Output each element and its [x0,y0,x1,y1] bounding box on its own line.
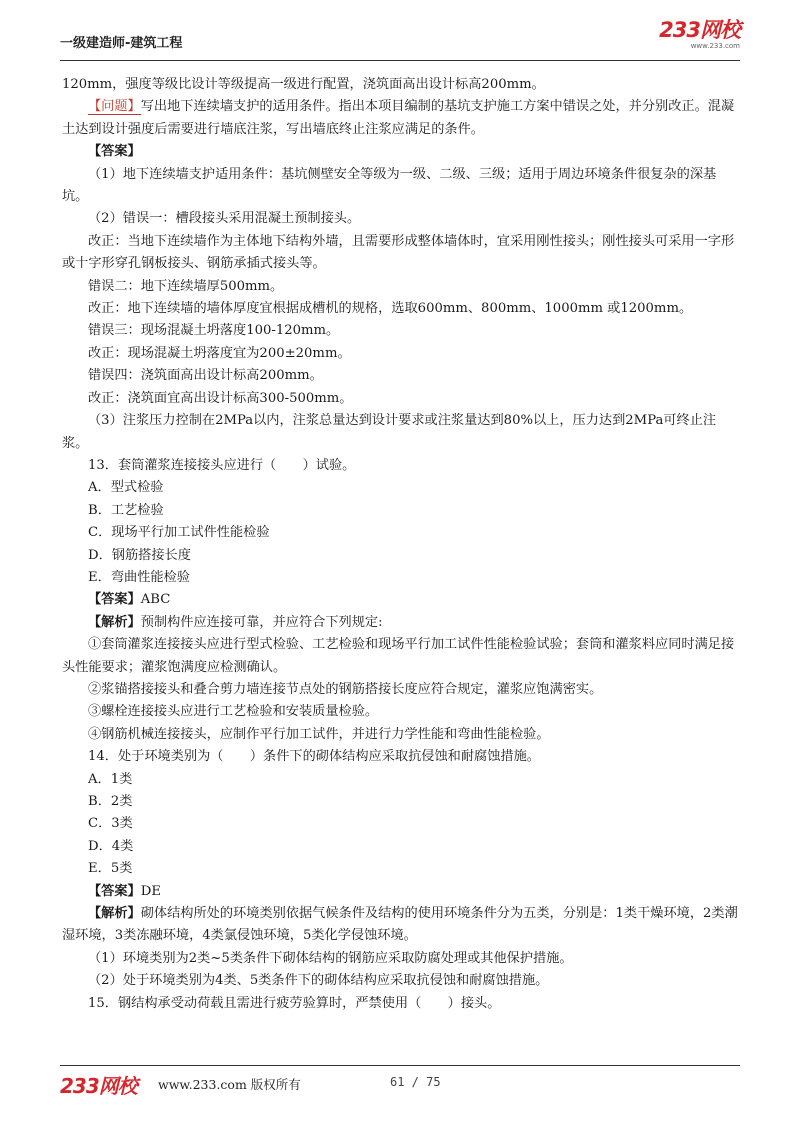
option-item: E．5类 [88,861,133,877]
page-footer [60,1070,740,1098]
option-item: D．4类 [88,838,134,854]
answer-row [62,589,742,611]
answer-line: 改正：现场混凝土坍落度宜为200±20mm。 [88,345,351,361]
document-body [62,74,742,1015]
page-header [60,18,740,58]
explanation-line: ④钢筋机械连接接头，应制作平行加工试件，并进行力学性能和弯曲性能检验。 [88,726,550,742]
explanation-line: ②浆锚搭接接头和叠合剪力墙连接节点处的钢筋搭接长度应符合规定，灌浆应饱满密实。 [88,681,603,697]
answer-line: （1）地下连续墙支护适用条件：基坑侧壁安全等级为一级、二级、三级；适用于周边环境条件很复杂的深基坑。 [62,166,717,205]
explanation-row [62,612,742,634]
option-item: C．现场平行加工试件性能检验 [88,525,270,541]
explanation-line: （2）处于环境类别为4类、5类条件下的砌体结构应采取抗侵蚀和耐腐蚀措施。 [88,973,549,989]
answer-value: ABC [140,592,171,608]
header-divider [60,60,740,61]
page-number: 61 / 75 [390,1075,441,1089]
explanation-text: 砌体结构所处的环境类别依据气候条件及结构的使用环境条件分为五类，分别是：1类干燥环境，2类潮湿环境，3类冻融环境，4类氯侵蚀环境，5类化学侵蚀环境。 [62,906,738,944]
answer-tag: 【答案】 [88,883,141,899]
option-item: B．2类 [88,794,133,809]
option-item: C．3类 [88,816,133,832]
explanation-line: ①套筒灌浆连接接头应进行型式检验、工艺检验和现场平行加工试件性能检验试验；套筒和灌浆料应同时满足接头性能要求；灌浆饱满度应检测确认。 [62,637,735,675]
answer-line: 错误四：浇筑面高出设计标高200mm。 [88,368,323,384]
option-item: B．工艺检验 [88,502,164,518]
answer-tag: 【答案】 [88,592,141,608]
footer-copyright: www.233.com 版权所有 [158,1077,301,1092]
answer-line: 错误三：现场混凝土坍落度100-120mm。 [88,323,340,339]
paragraph: 120mm，强度等级比设计等级提高一级进行配置，浇筑面高出设计标高200mm。 [62,77,545,92]
header-title: 一级建造师-建筑工程 [60,36,183,51]
explanation-tag: 【解析】 [88,906,141,922]
question-text: 写出地下连续墙支护的适用条件。指出本项目编制的基坑支护施工方案中错误之处，并分别改正。混凝土达到设计强度后需要进行墙底注浆，写出墙底终止注浆应满足的条件。 [62,99,735,137]
option-item: D．钢筋搭接长度 [88,547,191,563]
brand-logo [644,18,740,54]
answer-row [62,881,742,903]
explanation-tag: 【解析】 [88,614,141,630]
option-item: A．型式检验 [88,480,164,496]
question-15: 15．钢结构承受动荷载且需进行疲劳验算时，严禁使用（ ）接头。 [88,995,501,1011]
question-block [62,96,742,141]
answer-line: 改正：地下连续墙的墙体厚度宜根据成槽机的规格，选取600mm、800mm、1000mm 或1200mm。 [88,301,693,317]
answer-line: 错误二：地下连续墙厚500mm。 [88,278,284,294]
explanation-row [62,903,742,948]
question-13: 13．套筒灌浆连接接头应进行（ ）试验。 [88,457,356,473]
answer-line: 改正：当地下连续墙作为主体地下结构外墙，且需要形成整体墙体时，宜采用刚性接头；刚性接头可采用一字形或十字形穿孔钢板接头、钢筋承插式接头等。 [62,233,735,272]
footer-divider [60,1065,740,1066]
option-item: E．弯曲性能检验 [88,569,190,585]
question-tag: 【问题】 [88,99,141,115]
explanation-text: 预制构件应连接可靠，并应符合下列规定: [140,614,383,630]
answer-value: DE [140,883,161,899]
answer-heading: 【答案】 [88,144,141,160]
answer-line: （3）注浆压力控制在2MPa以内，注浆总量达到设计要求或注浆量达到80%以上，压力达到2MPa可终止注浆。 [62,413,717,451]
footer-logo: 233网校 [60,1074,137,1098]
logo-url: www.233.com [690,42,740,50]
answer-line: （2）错误一：槽段接头采用混凝土预制接头。 [88,211,361,227]
question-14: 14．处于环境类别为（ ）条件下的砌体结构应采取抗侵蚀和耐腐蚀措施。 [88,749,540,765]
option-item: A．1类 [88,771,133,787]
logo-text: 233网校 [659,18,740,42]
explanation-line: ③螺栓连接接头应进行工艺检验和安装质量检验。 [88,704,379,720]
answer-line: 改正：浇筑面宜高出设计标高300-500mm。 [88,390,353,406]
explanation-line: （1）环境类别为2类~5类条件下砌体结构的钢筋应采取防腐处理或其他保护措施。 [88,950,573,966]
